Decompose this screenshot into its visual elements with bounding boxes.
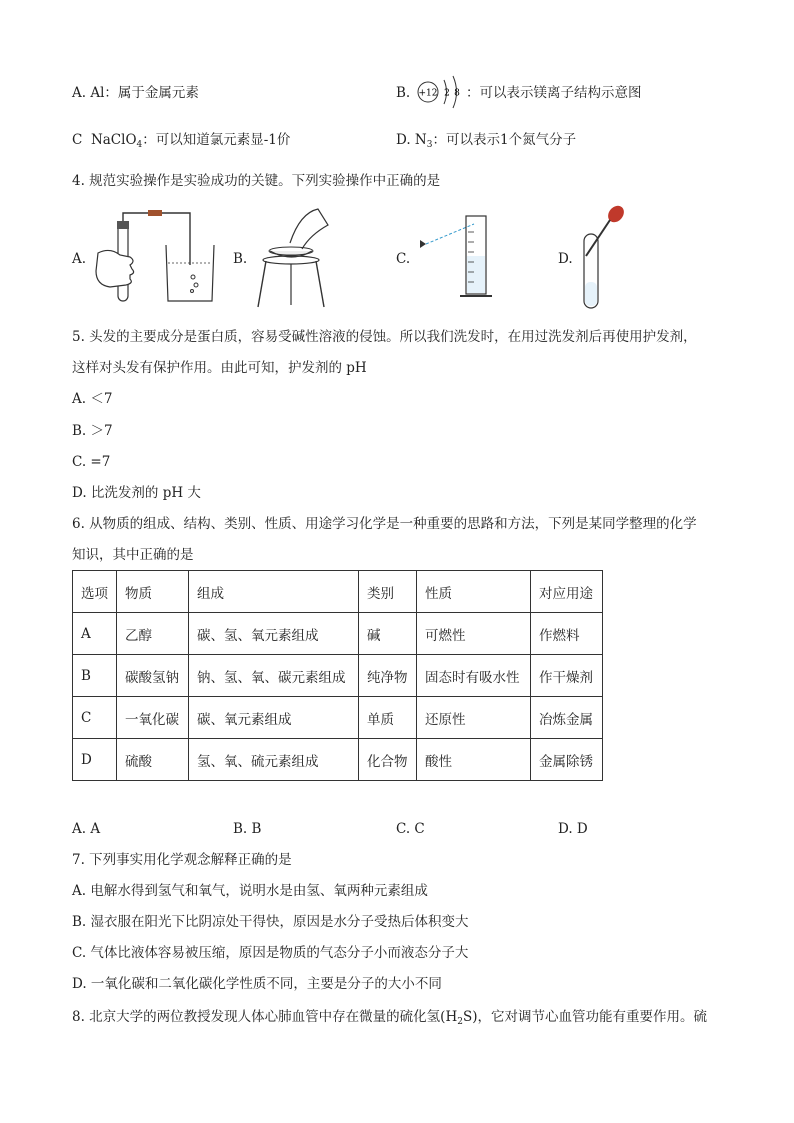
q5-option-c: C. =7 [72,454,111,470]
table-header-cell: 物质 [117,571,189,613]
table-row [73,613,603,655]
q3-option-b [396,84,410,102]
table-cell: 固态时有吸水性 [417,655,531,697]
table-cell: 碱 [359,613,417,655]
table-cell: 酸性 [417,739,531,781]
table-header-cell: 选项 [73,571,117,613]
table-header-cell: 性质 [417,571,531,613]
q3-option-c-text: ：可以知道氯元素显-1价 [142,132,291,148]
q6-table [72,570,603,781]
q4-option-c-label: C. [396,251,411,267]
table-row [73,739,603,781]
electron-shell-1-count: 2 [444,88,450,99]
q7-stem: 7. 下列事实用化学观念解释正确的是 [72,852,292,868]
table-cell: 一氧化碳 [117,697,189,739]
graduated-cylinder-reading-figure [416,212,506,304]
table-cell: 硫酸 [117,739,189,781]
q3-option-a [72,84,199,102]
table-cell: 作干燥剂 [531,655,603,697]
table-cell: 乙醇 [117,613,189,655]
evaporation-dish-figure [250,205,335,310]
q5-stem-line2: 这样对头发有保护作用。由此可知，护发剂的 pH [72,360,367,376]
q6-stem-line2: 知识，其中正确的是 [72,547,194,563]
q4-option-b-label: B. [233,251,248,267]
q6-option-a: A. A [72,821,101,837]
table-cell: B [73,655,117,697]
q3-option-d [396,131,576,154]
table-cell: 单质 [359,697,417,739]
q5-option-b: B. ＞7 [72,423,113,439]
q6-option-c: C. C [396,821,425,837]
q3-option-b-label: B. [396,85,411,101]
table-cell: A [73,613,117,655]
q3-option-a-text: 属于金属元素 [117,85,199,101]
q3-option-c-formula: NaClO [90,132,137,148]
table-cell: 氢、氧、硫元素组成 [189,739,359,781]
q7-option-c: C. 气体比液体容易被压缩，原因是物质的气态分子小而液态分子大 [72,945,469,961]
table-cell: 碳酸氢钠 [117,655,189,697]
table-row [73,697,603,739]
q8-stem-subscript: 2 [457,1017,463,1027]
q8-stem-part1: 8. 北京大学的两位教授发现人体心肺血管中存在微量的硫化氢(H [72,1009,458,1025]
table-cell: 纯净物 [359,655,417,697]
table-cell: 碳、氧元素组成 [189,697,359,739]
table-cell: 金属除锈 [531,739,603,781]
q3-option-d-text: ：可以表示1个氮气分子 [432,132,577,148]
q3-option-c-label: C [72,132,83,148]
q5-option-d: D. 比洗发剂的 pH 大 [72,485,201,501]
table-header-row [73,571,603,613]
q6-option-b: B. B [233,821,262,837]
table-cell: 化合物 [359,739,417,781]
table-cell: C [73,697,117,739]
q3-option-b-text: ：可以表示镁离子结构示意图 [466,85,642,101]
q3-option-c-subscript: 4 [136,140,143,150]
nucleus-charge-label: +12 [418,88,438,99]
q5-option-a: A. ＜7 [72,391,113,407]
q3-option-d-label: D. N [396,132,427,148]
table-cell: 可燃性 [417,613,531,655]
table-header-cell: 类别 [359,571,417,613]
q3-option-d-subscript: 3 [426,140,433,150]
q8-stem [72,1008,707,1031]
table-header-cell: 组成 [189,571,359,613]
q7-option-d: D. 一氧化碳和二氧化碳化学性质不同，主要是分子的大小不同 [72,976,442,992]
q7-option-a: A. 电解水得到氢气和氧气，说明水是由氢、氧两种元素组成 [72,883,428,899]
q6-option-d: D. D [558,821,588,837]
table-cell: 冶炼金属 [531,697,603,739]
q3-option-a-label: A. Al： [72,85,118,101]
q4-option-a-label: A. [72,251,87,267]
table-header-cell: 对应用途 [531,571,603,613]
q8-stem-part2: S)，它对调节心血管功能有重要作用。硫 [462,1009,707,1025]
dropper-in-tube-figure [576,204,626,312]
table-cell: 碳、氢、氧元素组成 [189,613,359,655]
table-cell: 还原性 [417,697,531,739]
q7-option-b: B. 湿衣服在阳光下比阴凉处干得快，原因是水分子受热后体积变大 [72,914,469,930]
magnesium-ion-structure-diagram [414,70,468,114]
table-row [73,655,603,697]
airtightness-check-figure [90,205,225,305]
table-cell: 钠、氢、氧、碳元素组成 [189,655,359,697]
q4-stem: 4. 规范实验操作是实验成功的关键。下列实验操作中正确的是 [72,173,441,189]
q6-stem-line1: 6. 从物质的组成、结构、类别、性质、用途学习化学是一种重要的思路和方法，下列是某同学整理的化学 [72,516,697,532]
q5-stem-line1: 5. 头发的主要成分是蛋白质，容易受碱性溶液的侵蚀。所以我们洗发时，在用过洗发剂后再使用护发剂， [72,329,697,345]
table-cell: 作燃料 [531,613,603,655]
q3-option-c [72,131,290,154]
electron-shell-2-count: 8 [454,88,460,99]
table-cell: D [73,739,117,781]
q4-option-d-label: D. [558,251,573,267]
